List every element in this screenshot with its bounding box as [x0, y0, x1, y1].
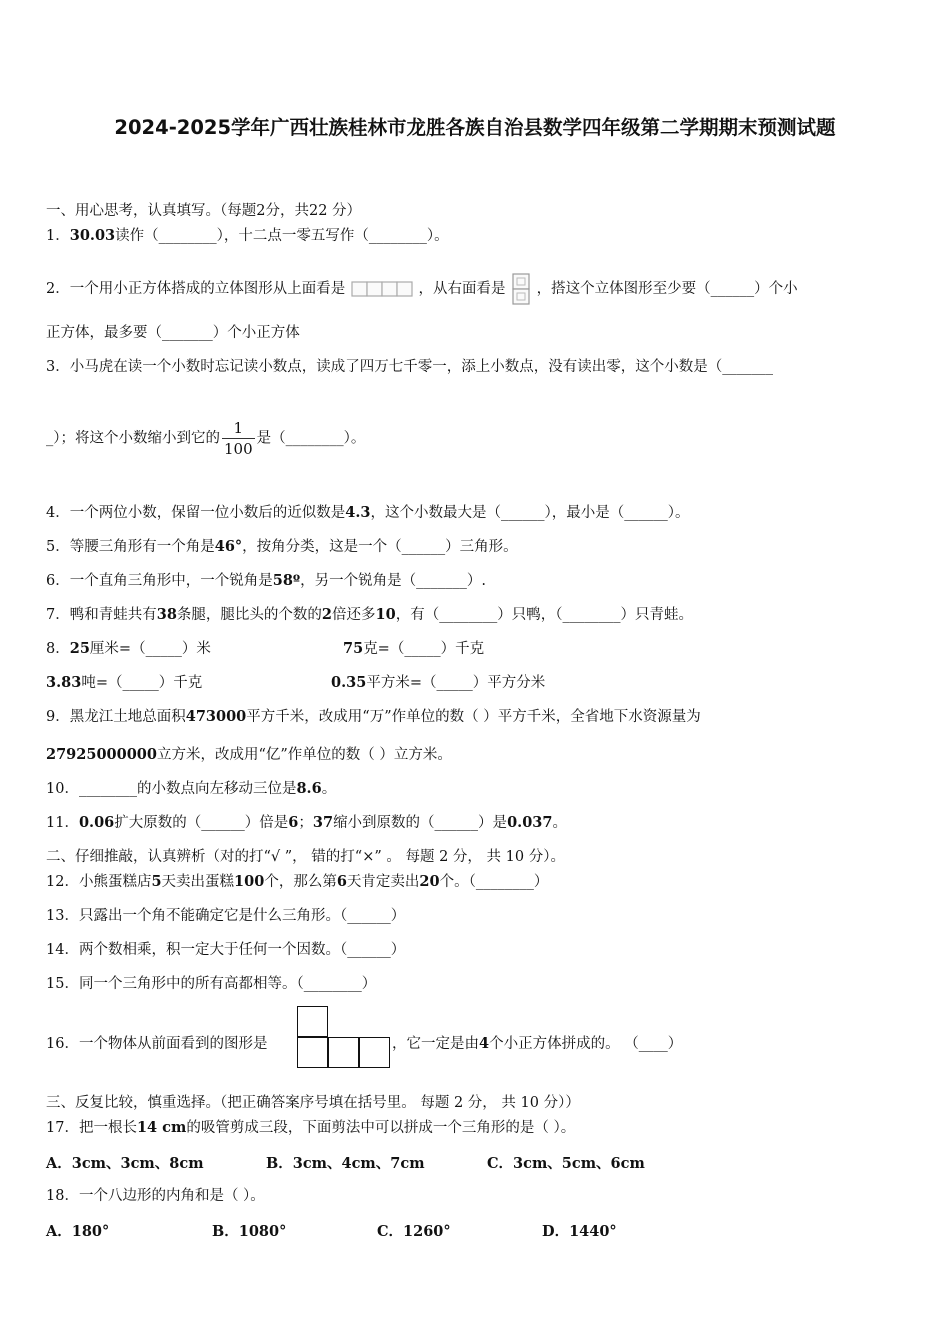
- question-15: 15．同一个三角形中的所有高都相等。（________）: [46, 976, 377, 992]
- q17-option-a: A．3cm、3cm、8cm: [46, 1155, 204, 1172]
- question-9-line1: 9．黑龙江土地总面积473000平方千米，改成用“万”作单位的数（ ）平方千米，全省地下水资源量为: [46, 708, 701, 725]
- question-7: 7．鸭和青蛙共有38条腿，腿比头的个数的2倍还多10，有（________）只鸭，（________）只青蛙。: [46, 606, 693, 623]
- question-11: 11．0.06扩大原数的（______）倍是6；37缩小到原数的（______）是0.037。: [46, 814, 567, 831]
- question-1: 1．30.03读作（________），十二点一零五写作（________）。: [46, 227, 449, 244]
- question-14: 14．两个数相乘，积一定大于任何一个因数。（______）: [46, 942, 406, 958]
- q18-option-c: C．1260°: [377, 1223, 451, 1240]
- question-9-line2: 27925000000立方米，改成用“亿”作单位的数（ ）立方米。: [46, 746, 452, 763]
- section3-heading: 三、反复比较，慎重选择。（把正确答案序号填在括号里。 每题 2 分， 共 10 分））: [46, 1095, 580, 1111]
- question-5: 5．等腰三角形有一个角是46°，按角分类，这是一个（______）三角形。: [46, 538, 518, 555]
- top-view-figure: [350, 278, 414, 300]
- question-17: 17．把一根长14 cm的吸管剪成三段，下面剪法中可以拼成一个三角形的是（ ）。: [46, 1119, 576, 1136]
- question-10: 10．________的小数点向左移动三位是8.6。: [46, 780, 337, 797]
- front-view-figure: [297, 1006, 391, 1069]
- question-8-d: 0.35平方米=（_____）平方分米: [331, 674, 546, 691]
- question-8-a: 8．25厘米=（_____）米: [46, 640, 211, 657]
- question-3-line2: _）；将这个小数缩小到它的 $\frac{1}{100}$ 是（________）。: [46, 419, 366, 458]
- q17-option-c: C．3cm、5cm、6cm: [487, 1155, 645, 1172]
- front-view-square: [359, 1037, 390, 1068]
- front-view-square: [297, 1037, 328, 1068]
- question-16-text-b: ，它一定是由4个小正方体拼成的。 （____）: [392, 1035, 683, 1052]
- question-8-b: 75克=（_____）千克: [343, 640, 485, 657]
- section1-heading: 一、用心思考，认真填写。（每题2分，共22 分）: [46, 203, 362, 219]
- question-3-line1: 3．小马虎在读一个小数时忘记读小数点，读成了四万七千零一，添上小数点，没有读出零，这个小数是（_______: [46, 359, 773, 375]
- front-view-square: [297, 1006, 328, 1037]
- right-view-figure: [510, 272, 532, 306]
- question-2-line1: 2．一个用小正方体搭成的立体图形从上面看是 ，从右面看是 ，搭这个立体图形至少要（______）个小: [46, 272, 798, 306]
- question-18: 18．一个八边形的内角和是（ ）。: [46, 1188, 265, 1204]
- question-12: 12．小熊蛋糕店5天卖出蛋糕100个，那么第6天肯定卖出20个。（________）: [46, 873, 549, 890]
- q18-option-a: A．180°: [46, 1223, 110, 1240]
- question-6: 6．一个直角三角形中，一个锐角是58º，另一个锐角是（_______）.: [46, 572, 487, 589]
- section2-heading: 二、仔细推敲，认真辨析（对的打“√ ”， 错的打“×” 。 每题 2 分， 共 10 分）。: [46, 849, 565, 865]
- question-8-c: 3.83吨=（_____）千克: [46, 674, 203, 691]
- front-view-square: [328, 1037, 359, 1068]
- page-title: 2024-2025学年广西壮族桂林市龙胜各族自治县数学四年级第二学期期末预测试题: [114, 116, 836, 139]
- question-13: 13．只露出一个角不能确定它是什么三角形。（______）: [46, 908, 406, 924]
- question-16-text-a: 16．一个物体从前面看到的图形是: [46, 1036, 268, 1052]
- q18-option-d: D．1440°: [542, 1223, 617, 1240]
- question-2-line2: 正方体，最多要（_______）个小正方体: [46, 325, 300, 341]
- q17-option-b: B．3cm、4cm、7cm: [266, 1155, 425, 1172]
- q18-option-b: B．1080°: [212, 1223, 287, 1240]
- fraction: $\frac{1}{100}$: [224, 419, 253, 458]
- question-4: 4．一个两位小数，保留一位小数后的近似数是4.3，这个小数最大是（______），最小是（______）。: [46, 504, 690, 521]
